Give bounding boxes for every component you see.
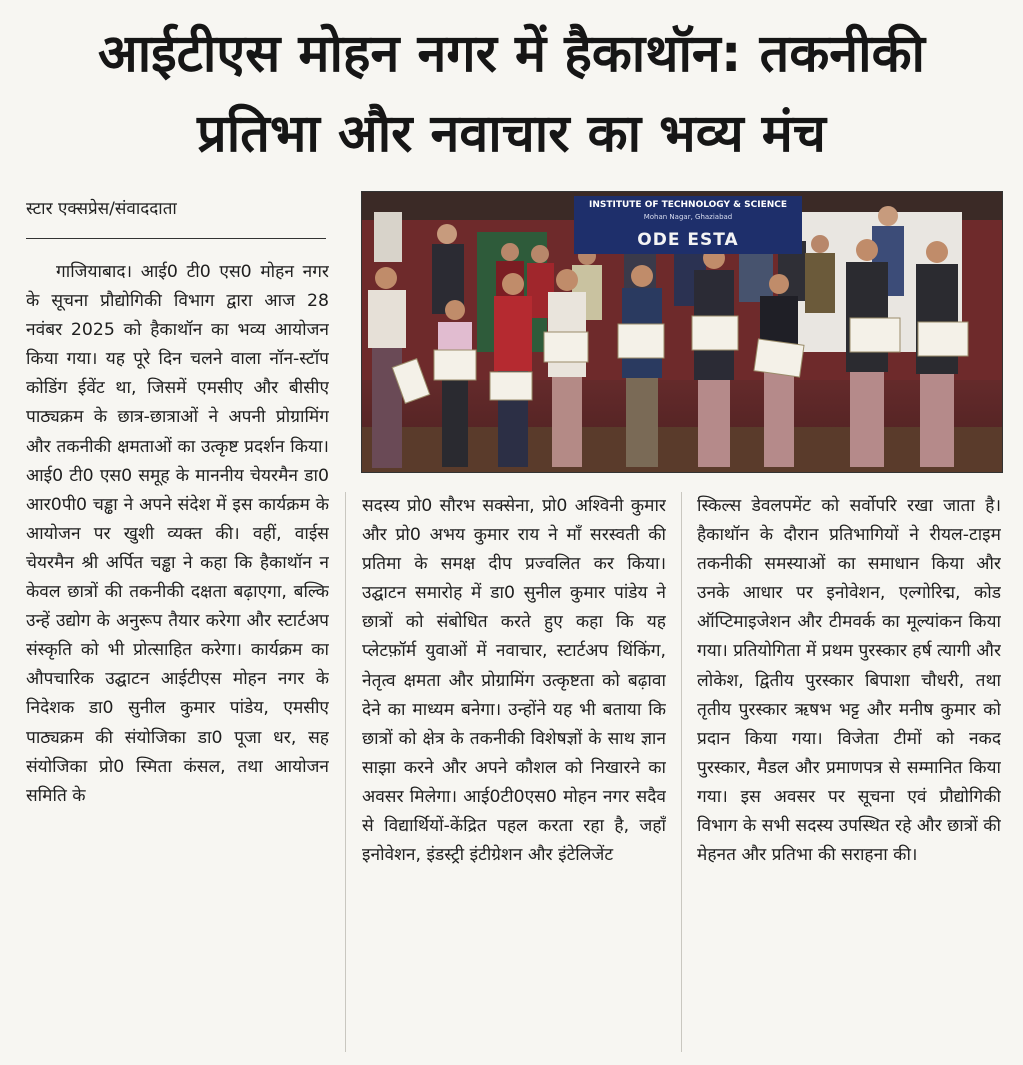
headline [10,14,1013,174]
byline-rule [26,238,326,239]
event-photo [361,191,1003,473]
article-column-1 [26,258,329,1058]
event-banner [574,196,802,254]
column-divider-1 [345,492,346,1052]
column-2-text: सदस्य प्रो0 सौरभ सक्सेना, प्रो0 अश्विनी कुमार और प्रो0 अभय कुमार राय ने माँ सरस्वती की प्रतिमा के समक्ष दीप प्रज्वलित कर किया। उद्घाटन समारोह में डा0 सुनील कुमार पांडेय ने छात्रों को संबोधित करते हुए कहा कि यह प्लेटफ़ॉर्म युवाओं में नवाचार, स्टार्टअप थिंकिंग, नेतृत्व क्षमता और प्रोग्रामिंग उत्कृष्टता को बढ़ावा देने का माध्यम बनेगा। उन्होंने यह भी बताया कि छात्रों को क्षेत्र के तकनीकी विशेषज्ञों के साथ ज्ञान साझा करने और अपने कौशल को निखारने का अवसर मिलेगा। आई0टी0एस0 मोहन नगर सदैव से विद्यार्थियों-केंद्रित पहल करता रहा है, जहाँ इनोवेशन, इंडस्ट्री इंटीग्रेशन और इंटेलिजेंट [362,496,666,866]
headline-line-1: आईटीएस मोहन नगर में हैकाथॉन: तकनीकी [98,24,925,84]
banner-location: Mohan Nagar, Ghaziabad [643,213,733,221]
article-column-3 [697,492,1001,1058]
column-divider-2 [681,492,682,1052]
banner-event-title: ODE ESTA [637,230,739,250]
byline: स्टार एक्सप्रेस/संवाददाता [26,199,177,219]
headline-line-2: प्रतिभा और नवाचार का भव्य मंच [197,104,826,164]
article-column-2 [362,492,666,1058]
column-3-text: स्किल्स डेवलपमेंट को सर्वोपरि रखा जाता है। हैकाथॉन के दौरान प्रतिभागियों ने रीयल-टाइम तकनीकी समस्याओं का समाधान किया और उनके आधार पर इनोवेशन, एल्गोरिद्म, कोड ऑप्टिमाइजेशन और टीमवर्क का मूल्यांकन किया गया। प्रतियोगिता में प्रथम पुरस्कार हर्ष त्यागी और लोकेश, द्वितीय पुरस्कार बिपाशा चौधरी, तथा तृतीय पुरस्कार ऋषभ भट्ट और मनीष कुमार को प्रदान किया गया। विजेता टीमों को नकद पुरस्कार, मैडल और प्रमाणपत्र से सम्मानित किया गया। इस अवसर पर सूचना एवं प्रौद्योगिकी विभाग के सभी सदस्य उपस्थित रहे और छात्रों की मेहनत और प्रतिभा की सराहना की। [697,496,1001,866]
banner-institute-name: INSTITUTE OF TECHNOLOGY & SCIENCE [588,200,787,210]
column-1-text: गाजियाबाद। आई0 टी0 एस0 मोहन नगर के सूचना प्रौद्योगिकी विभाग द्वारा आज 28 नवंबर 2025 को हैकाथॉन का भव्य आयोजन किया गया। यह पूरे दिन चलने वाला नॉन-स्टॉप कोडिंग ईवेंट था, जिसमें एमसीए और बीसीए पाठ्यक्रम के छात्र-छात्राओं ने अपनी प्रोग्रामिंग और तकनीकी क्षमताओं का उत्कृष्ट प्रदर्शन किया। आई0 टी0 एस0 समूह के माननीय चेयरमैन डा0 आर0पी0 चड्ढा ने अपने संदेश में इस कार्यक्रम के आयोजन पर खुशी व्यक्त की। वहीं, वाईस चेयरमैन श्री अर्पित चड्ढा ने कहा कि हैकाथॉन न केवल छात्रों की तकनीकी दक्षता बढ़ाएगा, बल्कि उन्हें उद्योग के अनुरूप तैयार करेगा और स्टार्टअप संस्कृति को भी प्रोत्साहित करेगा। कार्यक्रम का औपचारिक उद्घाटन आईटीएस मोहन नगर के निदेशक डा0 सुनील कुमार पांडेय, एमसीए पाठ्यक्रम की संयोजिका डा0 पूजा धर, सह संयोजिका प्रो0 स्मिता कंसल, तथा आयोजन समिति के [26,262,329,806]
